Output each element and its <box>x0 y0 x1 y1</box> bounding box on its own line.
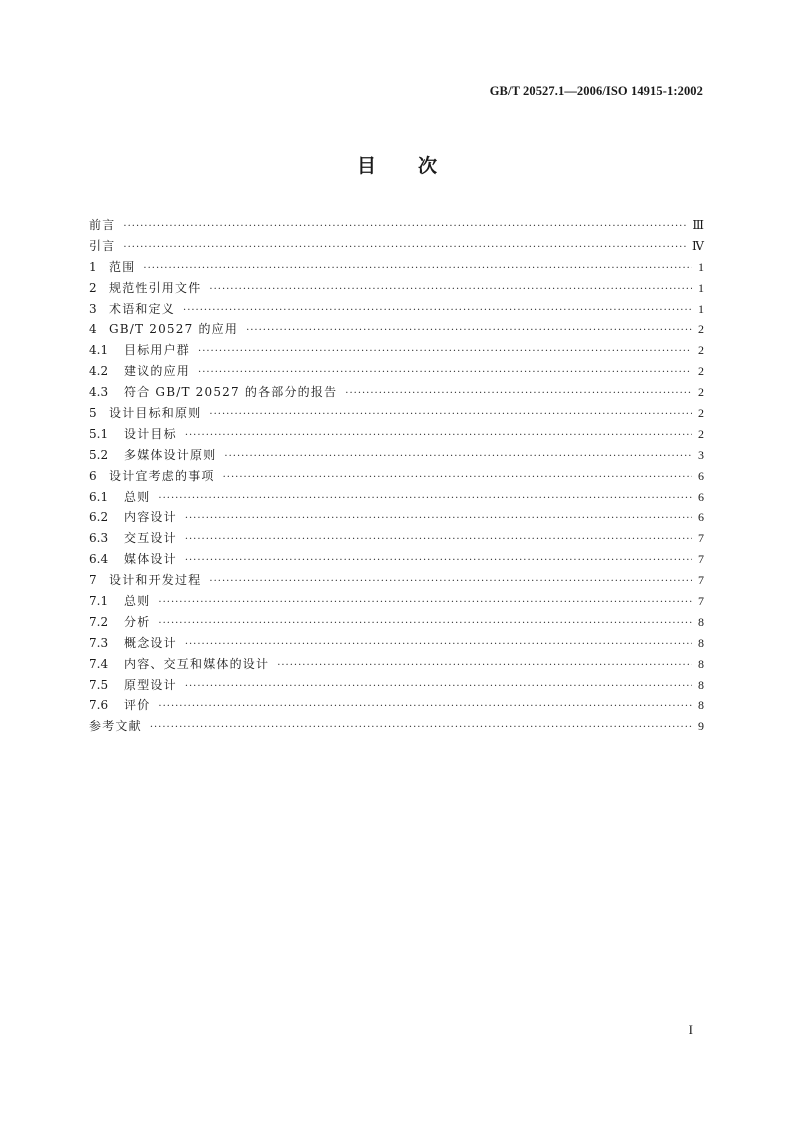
toc-entry-number: 7.2 <box>89 614 109 629</box>
toc-entry[interactable] <box>89 257 704 278</box>
toc-entry-page: Ⅲ <box>692 218 704 232</box>
toc-entry-number: 4 <box>89 322 97 337</box>
toc-entry[interactable] <box>89 445 704 466</box>
toc-entry[interactable] <box>89 340 704 361</box>
toc-entry-number: 5.1 <box>89 426 109 441</box>
dot-leader <box>209 572 692 593</box>
toc-entry-title: 多媒体设计原则 <box>124 447 217 462</box>
toc-entry-number: 3 <box>89 301 97 316</box>
dot-leader <box>209 280 692 301</box>
toc-entry-page: 3 <box>698 447 704 462</box>
standard-number-header: GB/T 20527.1—2006/ISO 14915-1:2002 <box>489 84 703 98</box>
toc-entry-number: 6 <box>89 468 97 483</box>
toc-entry[interactable] <box>89 299 704 320</box>
toc-entry-page: 7 <box>698 573 704 588</box>
toc-entry-number: 1 <box>89 259 97 274</box>
toc-entry-title: 建议的应用 <box>124 364 191 379</box>
dot-leader <box>150 718 692 739</box>
toc-entry[interactable] <box>89 675 704 696</box>
toc-entry[interactable] <box>89 507 704 528</box>
toc-entry-title: 内容、交互和媒体的设计 <box>124 656 270 671</box>
toc-entry[interactable] <box>89 382 704 403</box>
dot-leader <box>198 363 692 384</box>
toc-entry[interactable] <box>89 424 704 445</box>
toc-entry[interactable] <box>89 487 704 508</box>
toc-entry-number: 7.3 <box>89 635 109 650</box>
dot-leader <box>277 656 692 677</box>
toc-entry-number: 6.3 <box>89 531 109 546</box>
dot-leader <box>223 468 692 489</box>
toc-entry-title: 概念设计 <box>124 635 177 650</box>
toc-entry-page: 1 <box>698 259 704 274</box>
toc-entry-page: 1 <box>698 301 704 316</box>
toc-entry-title: 设计目标 <box>124 426 177 441</box>
toc-entry-title: 符合 GB/T 20527 的各部分的报告 <box>124 385 338 400</box>
toc-entry-number: 5 <box>89 406 97 421</box>
toc-entry-page: Ⅳ <box>692 238 704 253</box>
dot-leader <box>158 593 692 614</box>
toc-entry-number: 7.6 <box>89 698 109 713</box>
toc-entry-page: 6 <box>698 510 704 525</box>
toc-entry-title: 交互设计 <box>124 531 177 546</box>
toc-entry-number: 2 <box>89 280 97 295</box>
toc-entry-title: 设计目标和原则 <box>109 406 202 421</box>
toc-entry[interactable] <box>89 633 704 654</box>
dot-leader <box>345 384 692 405</box>
page-title: 目次 <box>356 155 479 177</box>
dot-leader <box>224 447 692 468</box>
toc-entry[interactable] <box>89 466 704 487</box>
toc-entry-page: 7 <box>698 552 704 567</box>
toc-entry[interactable] <box>89 528 704 549</box>
toc-entry-page: 9 <box>698 719 704 734</box>
toc-entry-page: 2 <box>698 322 704 337</box>
toc-entry[interactable] <box>89 236 704 257</box>
toc-entry-title: 总则 <box>124 594 151 609</box>
table-of-contents <box>89 215 704 737</box>
toc-entry[interactable] <box>89 612 704 633</box>
toc-entry[interactable] <box>89 319 704 340</box>
toc-entry[interactable] <box>89 361 704 382</box>
dot-leader <box>158 614 692 635</box>
toc-entry[interactable] <box>89 695 704 716</box>
toc-entry[interactable] <box>89 570 704 591</box>
toc-entry-title: 规范性引用文件 <box>109 280 202 295</box>
toc-entry[interactable] <box>89 278 704 299</box>
toc-entry-title: 原型设计 <box>124 677 177 692</box>
toc-entry-title: 引言 <box>89 238 116 253</box>
toc-entry-number: 6.2 <box>89 510 109 525</box>
toc-entry-number: 6.1 <box>89 489 109 504</box>
toc-entry-title: 媒体设计 <box>124 552 177 567</box>
toc-entry-page: 6 <box>698 489 704 504</box>
dot-leader <box>143 259 692 280</box>
toc-entry-title: 术语和定义 <box>109 301 176 316</box>
toc-entry-page: 2 <box>698 426 704 441</box>
toc-entry-title: 总则 <box>124 489 151 504</box>
dot-leader <box>185 509 692 530</box>
toc-entry-page: 8 <box>698 677 704 692</box>
toc-entry-title: 范围 <box>109 259 136 274</box>
toc-entry-page: 8 <box>698 614 704 629</box>
dot-leader <box>185 426 692 447</box>
toc-entry-title: 参考文献 <box>89 719 142 734</box>
toc-entry-number: 7.1 <box>89 594 109 609</box>
dot-leader <box>185 677 692 698</box>
toc-entry-page: 1 <box>698 280 704 295</box>
toc-entry-title: 内容设计 <box>124 510 177 525</box>
toc-entry-page: 6 <box>698 468 704 483</box>
toc-entry[interactable] <box>89 591 704 612</box>
dot-leader <box>183 301 692 322</box>
dot-leader <box>198 342 692 363</box>
toc-entry-page: 8 <box>698 635 704 650</box>
toc-entry-title: 目标用户群 <box>124 343 191 358</box>
dot-leader <box>185 635 692 656</box>
toc-entry-page: 7 <box>698 594 704 609</box>
toc-entry-page: 2 <box>698 364 704 379</box>
dot-leader <box>185 530 692 551</box>
toc-entry-title: 分析 <box>124 614 151 629</box>
toc-entry-number: 7.4 <box>89 656 109 671</box>
dot-leader <box>185 551 692 572</box>
toc-entry-title: 设计宜考虑的事项 <box>109 468 215 483</box>
toc-entry-title: 设计和开发过程 <box>109 573 202 588</box>
dot-leader <box>123 217 688 238</box>
toc-entry-page: 2 <box>698 343 704 358</box>
toc-entry-number: 6.4 <box>89 552 109 567</box>
toc-entry-page: 8 <box>698 656 704 671</box>
toc-entry-title: 前言 <box>89 218 116 232</box>
toc-entry-page: 2 <box>698 406 704 421</box>
toc-entry-number: 4.3 <box>89 385 109 400</box>
toc-entry[interactable] <box>89 549 704 570</box>
toc-entry-number: 7 <box>89 573 97 588</box>
dot-leader <box>246 321 692 342</box>
dot-leader <box>123 238 688 259</box>
toc-entry[interactable] <box>89 716 704 737</box>
toc-entry-page: 8 <box>698 698 704 713</box>
toc-entry[interactable] <box>89 654 704 675</box>
toc-entry-page: 7 <box>698 531 704 546</box>
dot-leader <box>158 697 692 718</box>
dot-leader <box>209 405 692 426</box>
toc-entry-title: 评价 <box>124 698 151 713</box>
toc-entry-number: 4.2 <box>89 364 109 379</box>
toc-entry[interactable] <box>89 215 704 236</box>
dot-leader <box>158 489 692 510</box>
toc-entry-number: 5.2 <box>89 447 109 462</box>
toc-entry-title: GB/T 20527 的应用 <box>109 322 239 337</box>
toc-entry-number: 4.1 <box>89 343 109 358</box>
toc-entry-page: 2 <box>698 385 704 400</box>
toc-entry-number: 7.5 <box>89 677 109 692</box>
page-number: I <box>688 1022 693 1037</box>
toc-entry[interactable] <box>89 403 704 424</box>
